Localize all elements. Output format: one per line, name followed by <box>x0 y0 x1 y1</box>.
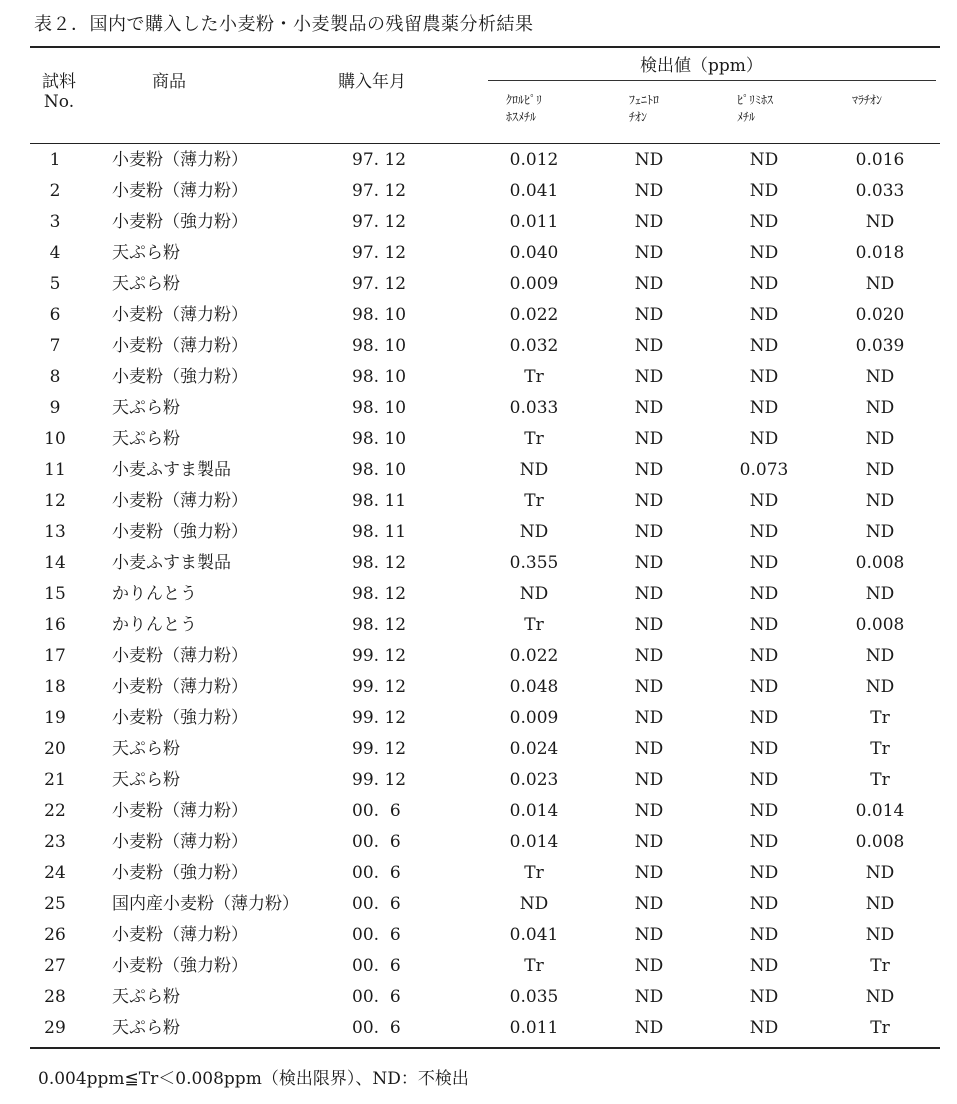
pirimiphos-methyl-cell: ND <box>749 584 779 604</box>
sample-no-cell: 28 <box>44 987 66 1007</box>
purchase-date-cell: 98. 12 <box>352 553 407 573</box>
chlorpyrifos-methyl-cell: ND <box>519 522 549 542</box>
chlorpyrifos-methyl-cell: ND <box>519 584 549 604</box>
fenitrothion-cell: ND <box>634 615 664 635</box>
purchase-date-cell: 00. 6 <box>352 1018 401 1038</box>
sample-no-cell: 7 <box>49 336 61 356</box>
table-row <box>0 299 957 330</box>
fenitrothion-cell: ND <box>634 925 664 945</box>
malathion-cell: Tr <box>870 770 890 790</box>
purchase-date-cell: 98. 12 <box>352 615 407 635</box>
table-row <box>0 361 957 392</box>
product-cell: 小麦粉（強力粉） <box>112 522 248 542</box>
malathion-cell: 0.008 <box>855 832 905 852</box>
header-detected-values: 検出値（ppm） <box>640 56 763 76</box>
purchase-date-cell: 98. 10 <box>352 398 407 418</box>
malathion-cell: ND <box>865 894 895 914</box>
table-title: 表２．国内で購入した小麦粉・小麦製品の残留農薬分析結果 <box>34 14 534 35</box>
pirimiphos-methyl-cell: ND <box>749 150 779 170</box>
header-sub-rule <box>488 80 936 81</box>
fenitrothion-cell: ND <box>634 274 664 294</box>
table-row <box>0 175 957 206</box>
malathion-cell: Tr <box>870 739 890 759</box>
fenitrothion-cell: ND <box>634 460 664 480</box>
sample-no-cell: 16 <box>44 615 66 635</box>
table-row <box>0 392 957 423</box>
fenitrothion-cell: ND <box>634 894 664 914</box>
chlorpyrifos-methyl-cell: ND <box>519 460 549 480</box>
malathion-cell: ND <box>865 863 895 883</box>
pirimiphos-methyl-cell: ND <box>749 274 779 294</box>
purchase-date-cell: 98. 10 <box>352 336 407 356</box>
fenitrothion-cell: ND <box>634 770 664 790</box>
fenitrothion-cell: ND <box>634 801 664 821</box>
product-cell: 小麦粉（薄力粉） <box>112 491 248 511</box>
pirimiphos-methyl-cell: ND <box>749 398 779 418</box>
chlorpyrifos-methyl-cell: 0.011 <box>509 212 559 232</box>
fenitrothion-cell: ND <box>634 677 664 697</box>
sample-no-cell: 12 <box>44 491 66 511</box>
purchase-date-cell: 99. 12 <box>352 739 407 759</box>
fenitrothion-cell: ND <box>634 708 664 728</box>
header-fenitrothion: ﾌｪﾆﾄﾛ ﾁｵﾝ <box>629 93 660 124</box>
purchase-date-cell: 98. 10 <box>352 460 407 480</box>
table-row <box>0 826 957 857</box>
malathion-cell: ND <box>865 460 895 480</box>
table-row <box>0 857 957 888</box>
product-cell: 小麦粉（薄力粉） <box>112 305 248 325</box>
purchase-date-cell: 97. 12 <box>352 150 407 170</box>
pirimiphos-methyl-cell: 0.073 <box>739 460 789 480</box>
table-body <box>0 144 957 1043</box>
sample-no-cell: 5 <box>49 274 61 294</box>
purchase-date-cell: 97. 12 <box>352 212 407 232</box>
table-row <box>0 1012 957 1043</box>
pirimiphos-methyl-cell: ND <box>749 863 779 883</box>
sample-no-cell: 21 <box>44 770 66 790</box>
malathion-cell: 0.039 <box>855 336 905 356</box>
sample-no-cell: 19 <box>44 708 66 728</box>
pirimiphos-methyl-cell: ND <box>749 987 779 1007</box>
sample-no-cell: 4 <box>49 243 61 263</box>
purchase-date-cell: 98. 11 <box>352 522 407 542</box>
chlorpyrifos-methyl-cell: 0.355 <box>509 553 559 573</box>
product-cell: 国内産小麦粉（薄力粉） <box>112 894 299 914</box>
purchase-date-cell: 00. 6 <box>352 894 401 914</box>
product-cell: 小麦粉（薄力粉） <box>112 925 248 945</box>
bottom-rule <box>30 1047 940 1049</box>
malathion-cell: ND <box>865 677 895 697</box>
product-cell: 小麦粉（強力粉） <box>112 956 248 976</box>
malathion-cell: Tr <box>870 708 890 728</box>
pirimiphos-methyl-cell: ND <box>749 429 779 449</box>
purchase-date-cell: 98. 10 <box>352 305 407 325</box>
fenitrothion-cell: ND <box>634 243 664 263</box>
product-cell: 小麦粉（薄力粉） <box>112 150 248 170</box>
malathion-cell: ND <box>865 212 895 232</box>
fenitrothion-cell: ND <box>634 522 664 542</box>
malathion-cell: 0.020 <box>855 305 905 325</box>
sample-no-cell: 6 <box>49 305 61 325</box>
purchase-date-cell: 00. 6 <box>352 956 401 976</box>
product-cell: 天ぷら粉 <box>112 398 180 418</box>
purchase-date-cell: 98. 12 <box>352 584 407 604</box>
product-cell: 小麦粉（強力粉） <box>112 863 248 883</box>
fenitrothion-cell: ND <box>634 429 664 449</box>
pirimiphos-methyl-cell: ND <box>749 894 779 914</box>
pirimiphos-methyl-cell: ND <box>749 522 779 542</box>
fenitrothion-cell: ND <box>634 1018 664 1038</box>
purchase-date-cell: 00. 6 <box>352 832 401 852</box>
purchase-date-cell: 00. 6 <box>352 987 401 1007</box>
malathion-cell: ND <box>865 522 895 542</box>
fenitrothion-cell: ND <box>634 832 664 852</box>
malathion-cell: Tr <box>870 956 890 976</box>
product-cell: 小麦粉（薄力粉） <box>112 181 248 201</box>
table-row <box>0 330 957 361</box>
pirimiphos-methyl-cell: ND <box>749 181 779 201</box>
sample-no-cell: 1 <box>49 150 61 170</box>
pirimiphos-methyl-cell: ND <box>749 212 779 232</box>
malathion-cell: Tr <box>870 1018 890 1038</box>
chlorpyrifos-methyl-cell: 0.014 <box>509 832 559 852</box>
chlorpyrifos-methyl-cell: 0.041 <box>509 925 559 945</box>
chlorpyrifos-methyl-cell: 0.032 <box>509 336 559 356</box>
pirimiphos-methyl-cell: ND <box>749 646 779 666</box>
malathion-cell: ND <box>865 367 895 387</box>
sample-no-cell: 25 <box>44 894 66 914</box>
fenitrothion-cell: ND <box>634 305 664 325</box>
fenitrothion-cell: ND <box>634 150 664 170</box>
table-row <box>0 237 957 268</box>
malathion-cell: ND <box>865 429 895 449</box>
purchase-date-cell: 00. 6 <box>352 801 401 821</box>
table-row <box>0 919 957 950</box>
pirimiphos-methyl-cell: ND <box>749 770 779 790</box>
table-row <box>0 981 957 1012</box>
pirimiphos-methyl-cell: ND <box>749 801 779 821</box>
product-cell: 小麦粉（強力粉） <box>112 212 248 232</box>
chlorpyrifos-methyl-cell: 0.048 <box>509 677 559 697</box>
sample-no-cell: 18 <box>44 677 66 697</box>
malathion-cell: ND <box>865 987 895 1007</box>
product-cell: 小麦粉（薄力粉） <box>112 336 248 356</box>
malathion-cell: ND <box>865 398 895 418</box>
chlorpyrifos-methyl-cell: Tr <box>524 429 544 449</box>
malathion-cell: ND <box>865 925 895 945</box>
pirimiphos-methyl-cell: ND <box>749 553 779 573</box>
fenitrothion-cell: ND <box>634 739 664 759</box>
header-malathion: ﾏﾗﾁｵﾝ <box>852 93 883 107</box>
product-cell: 小麦粉（薄力粉） <box>112 677 248 697</box>
fenitrothion-cell: ND <box>634 491 664 511</box>
table-row <box>0 268 957 299</box>
purchase-date-cell: 97. 12 <box>352 274 407 294</box>
malathion-cell: ND <box>865 491 895 511</box>
chlorpyrifos-methyl-cell: 0.024 <box>509 739 559 759</box>
chlorpyrifos-methyl-cell: Tr <box>524 367 544 387</box>
table-row <box>0 609 957 640</box>
sample-no-cell: 17 <box>44 646 66 666</box>
chlorpyrifos-methyl-cell: 0.022 <box>509 646 559 666</box>
table-row <box>0 578 957 609</box>
table-row <box>0 764 957 795</box>
table-row <box>0 547 957 578</box>
purchase-date-cell: 99. 12 <box>352 708 407 728</box>
pirimiphos-methyl-cell: ND <box>749 243 779 263</box>
product-cell: 小麦粉（薄力粉） <box>112 801 248 821</box>
product-cell: 小麦粉（薄力粉） <box>112 832 248 852</box>
malathion-cell: 0.033 <box>855 181 905 201</box>
product-cell: 小麦ふすま製品 <box>112 460 231 480</box>
sample-no-cell: 9 <box>49 398 61 418</box>
header-chlorpyrifos-methyl: ｸﾛﾙﾋﾟﾘ ﾎｽﾒﾁﾙ <box>506 93 543 124</box>
table-row <box>0 950 957 981</box>
pirimiphos-methyl-cell: ND <box>749 367 779 387</box>
product-cell: 小麦粉（強力粉） <box>112 708 248 728</box>
chlorpyrifos-methyl-cell: 0.022 <box>509 305 559 325</box>
sample-no-cell: 20 <box>44 739 66 759</box>
fenitrothion-cell: ND <box>634 956 664 976</box>
pirimiphos-methyl-cell: ND <box>749 956 779 976</box>
product-cell: 天ぷら粉 <box>112 987 180 1007</box>
malathion-cell: ND <box>865 274 895 294</box>
chlorpyrifos-methyl-cell: 0.012 <box>509 150 559 170</box>
chlorpyrifos-methyl-cell: 0.009 <box>509 274 559 294</box>
purchase-date-cell: 99. 12 <box>352 677 407 697</box>
header-product: 商品 <box>152 72 186 92</box>
malathion-cell: 0.008 <box>855 553 905 573</box>
table-row <box>0 485 957 516</box>
sample-no-cell: 14 <box>44 553 66 573</box>
chlorpyrifos-methyl-cell: 0.040 <box>509 243 559 263</box>
pirimiphos-methyl-cell: ND <box>749 832 779 852</box>
product-cell: 天ぷら粉 <box>112 243 180 263</box>
chlorpyrifos-methyl-cell: 0.011 <box>509 1018 559 1038</box>
product-cell: 小麦ふすま製品 <box>112 553 231 573</box>
sample-no-cell: 15 <box>44 584 66 604</box>
chlorpyrifos-methyl-cell: 0.035 <box>509 987 559 1007</box>
product-cell: 小麦粉（強力粉） <box>112 367 248 387</box>
product-cell: かりんとう <box>112 584 197 604</box>
table-row <box>0 144 957 175</box>
fenitrothion-cell: ND <box>634 336 664 356</box>
pirimiphos-methyl-cell: ND <box>749 739 779 759</box>
top-rule <box>30 46 940 48</box>
footnote: 0.004ppm≦Tr＜0.008ppm（検出限界）、ND：不検出 <box>38 1069 469 1089</box>
malathion-cell: 0.014 <box>855 801 905 821</box>
purchase-date-cell: 98. 10 <box>352 367 407 387</box>
fenitrothion-cell: ND <box>634 181 664 201</box>
purchase-date-cell: 98. 10 <box>352 429 407 449</box>
pirimiphos-methyl-cell: ND <box>749 305 779 325</box>
table-row <box>0 516 957 547</box>
fenitrothion-cell: ND <box>634 584 664 604</box>
pirimiphos-methyl-cell: ND <box>749 708 779 728</box>
chlorpyrifos-methyl-cell: Tr <box>524 956 544 976</box>
chlorpyrifos-methyl-cell: 0.009 <box>509 708 559 728</box>
pirimiphos-methyl-cell: ND <box>749 336 779 356</box>
sample-no-cell: 3 <box>49 212 61 232</box>
malathion-cell: 0.018 <box>855 243 905 263</box>
malathion-cell: ND <box>865 646 895 666</box>
table-row <box>0 640 957 671</box>
sample-no-cell: 10 <box>44 429 66 449</box>
table-row <box>0 423 957 454</box>
purchase-date-cell: 99. 12 <box>352 770 407 790</box>
table-row <box>0 888 957 919</box>
purchase-date-cell: 98. 11 <box>352 491 407 511</box>
sample-no-cell: 27 <box>44 956 66 976</box>
table-row <box>0 206 957 237</box>
fenitrothion-cell: ND <box>634 987 664 1007</box>
pirimiphos-methyl-cell: ND <box>749 491 779 511</box>
table-row <box>0 733 957 764</box>
sample-no-cell: 24 <box>44 863 66 883</box>
sample-no-cell: 23 <box>44 832 66 852</box>
product-cell: 天ぷら粉 <box>112 1018 180 1038</box>
chlorpyrifos-methyl-cell: ND <box>519 894 549 914</box>
header-purchase-date: 購入年月 <box>338 72 406 92</box>
table-row <box>0 671 957 702</box>
header-pirimiphos-methyl: ﾋﾟﾘﾐﾎｽ ﾒﾁﾙ <box>737 93 774 124</box>
sample-no-cell: 2 <box>49 181 61 201</box>
fenitrothion-cell: ND <box>634 212 664 232</box>
table-row <box>0 702 957 733</box>
chlorpyrifos-methyl-cell: Tr <box>524 491 544 511</box>
purchase-date-cell: 99. 12 <box>352 646 407 666</box>
sample-no-cell: 29 <box>44 1018 66 1038</box>
purchase-date-cell: 00. 6 <box>352 925 401 945</box>
pirimiphos-methyl-cell: ND <box>749 615 779 635</box>
chlorpyrifos-methyl-cell: 0.041 <box>509 181 559 201</box>
product-cell: 天ぷら粉 <box>112 770 180 790</box>
sample-no-cell: 26 <box>44 925 66 945</box>
fenitrothion-cell: ND <box>634 367 664 387</box>
purchase-date-cell: 97. 12 <box>352 181 407 201</box>
product-cell: 天ぷら粉 <box>112 429 180 449</box>
product-cell: かりんとう <box>112 615 197 635</box>
sample-no-cell: 8 <box>49 367 61 387</box>
product-cell: 天ぷら粉 <box>112 739 180 759</box>
chlorpyrifos-methyl-cell: Tr <box>524 863 544 883</box>
fenitrothion-cell: ND <box>634 553 664 573</box>
product-cell: 天ぷら粉 <box>112 274 180 294</box>
pirimiphos-methyl-cell: ND <box>749 925 779 945</box>
purchase-date-cell: 97. 12 <box>352 243 407 263</box>
malathion-cell: ND <box>865 584 895 604</box>
table-row <box>0 454 957 485</box>
table-row <box>0 795 957 826</box>
sample-no-cell: 13 <box>44 522 66 542</box>
fenitrothion-cell: ND <box>634 646 664 666</box>
fenitrothion-cell: ND <box>634 863 664 883</box>
sample-no-cell: 22 <box>44 801 66 821</box>
chlorpyrifos-methyl-cell: Tr <box>524 615 544 635</box>
pirimiphos-methyl-cell: ND <box>749 1018 779 1038</box>
purchase-date-cell: 00. 6 <box>352 863 401 883</box>
malathion-cell: 0.008 <box>855 615 905 635</box>
chlorpyrifos-methyl-cell: 0.023 <box>509 770 559 790</box>
header-sample-no: 試料 No. <box>42 72 76 112</box>
pirimiphos-methyl-cell: ND <box>749 677 779 697</box>
product-cell: 小麦粉（薄力粉） <box>112 646 248 666</box>
fenitrothion-cell: ND <box>634 398 664 418</box>
chlorpyrifos-methyl-cell: 0.014 <box>509 801 559 821</box>
sample-no-cell: 11 <box>44 460 66 480</box>
chlorpyrifos-methyl-cell: 0.033 <box>509 398 559 418</box>
malathion-cell: 0.016 <box>855 150 905 170</box>
